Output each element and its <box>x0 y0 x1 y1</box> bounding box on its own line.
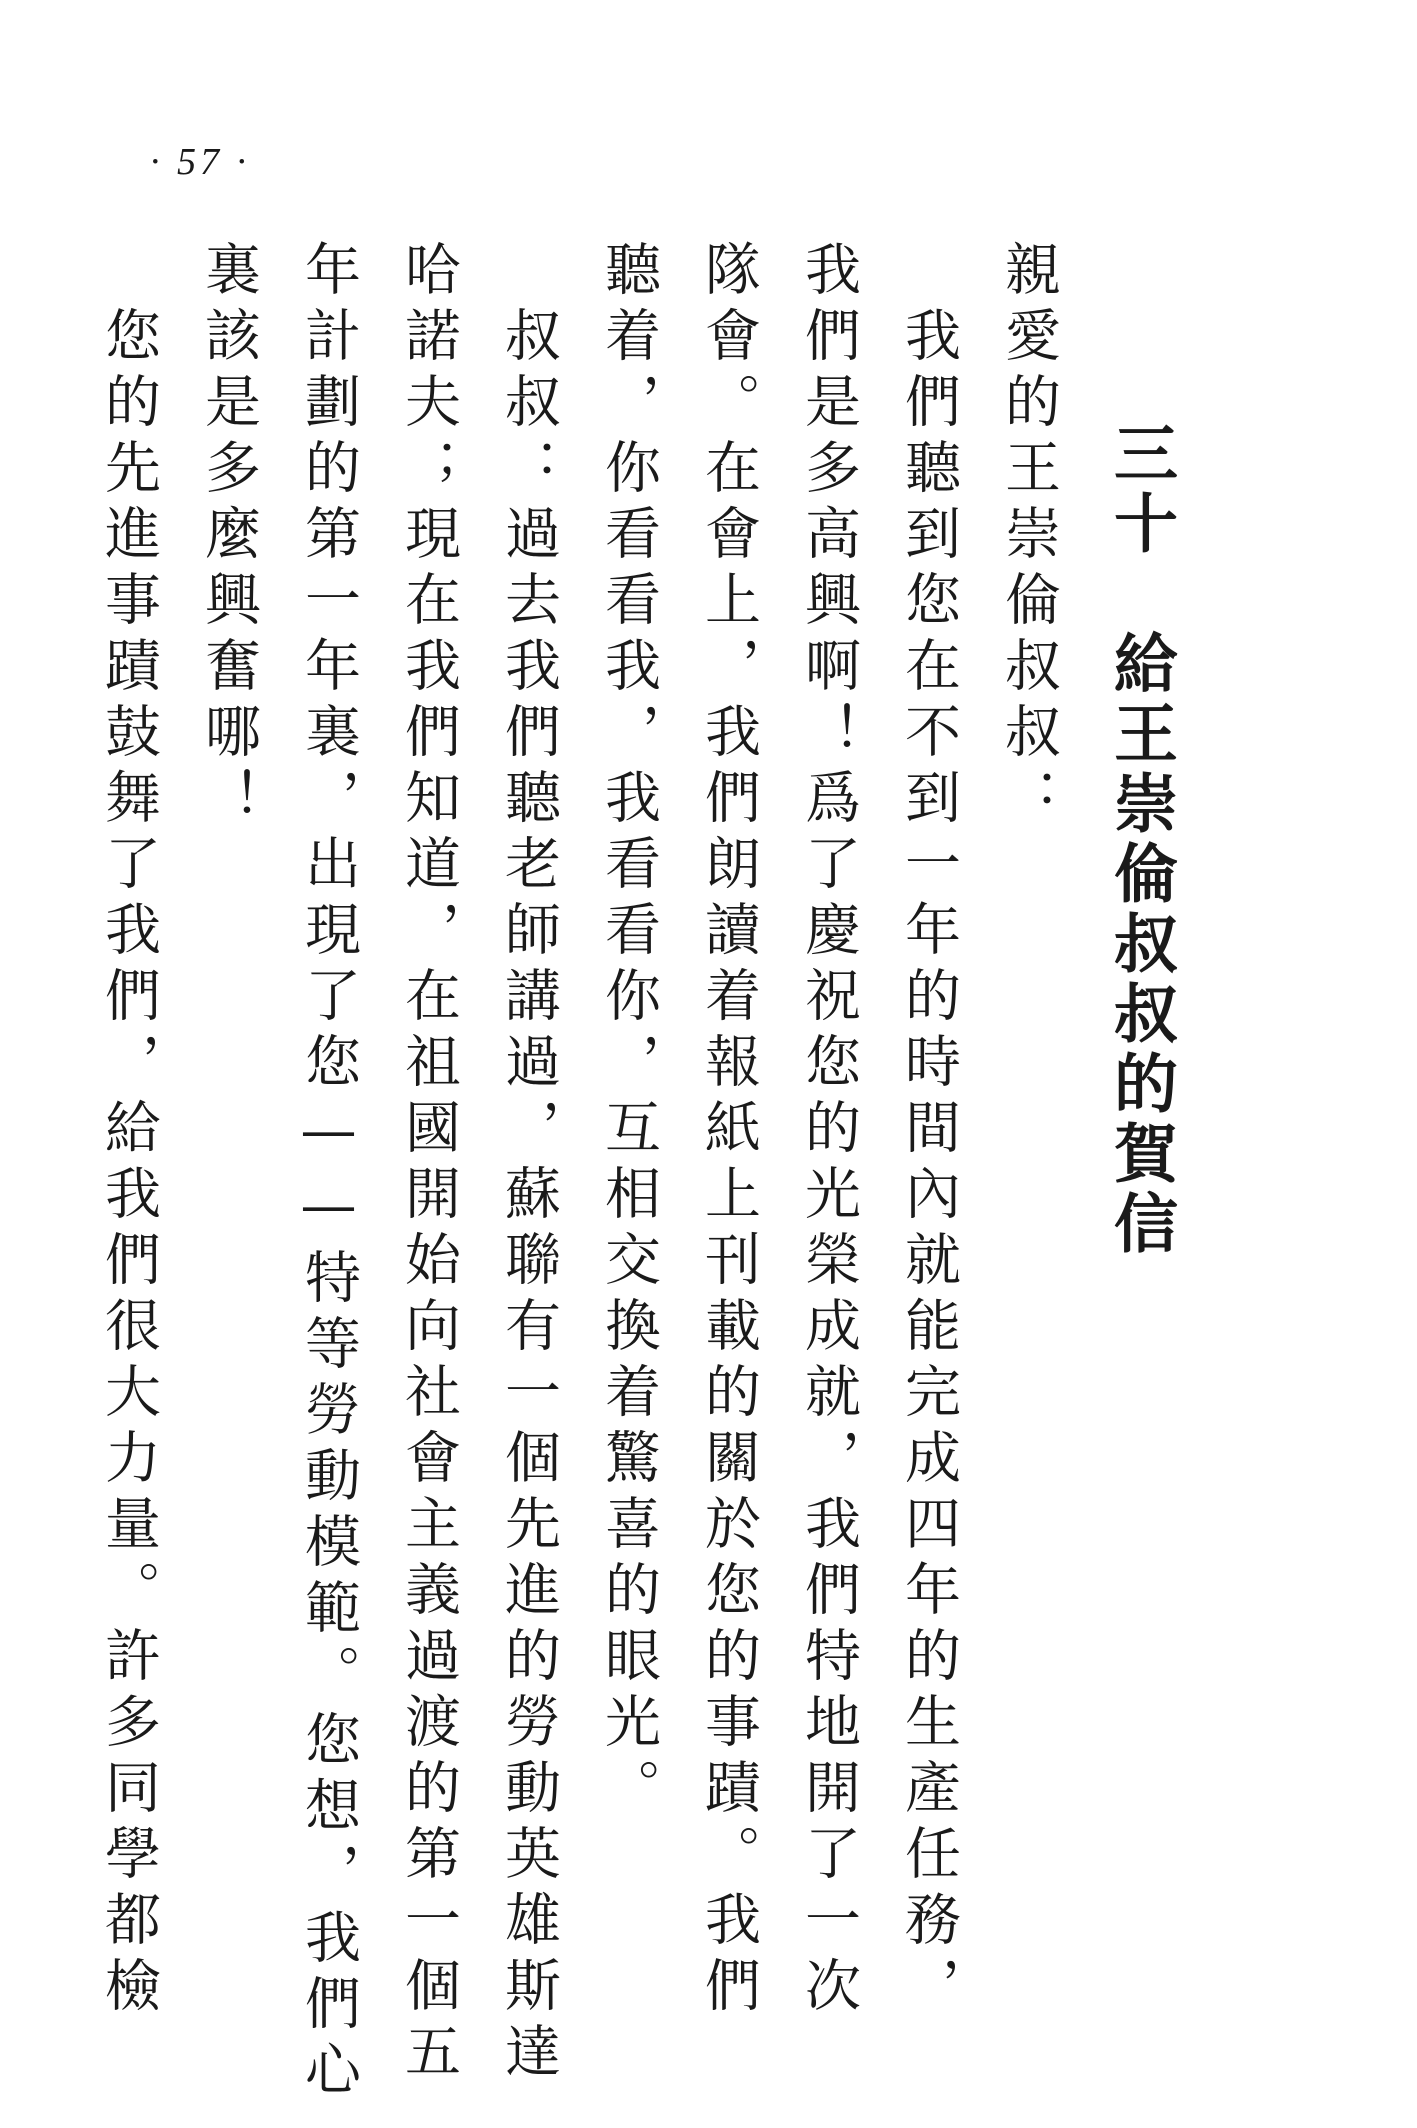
text-column-1: 親愛的王崇倫叔叔： <box>996 240 1061 834</box>
text-column-8: 年計劃的第一年裏，出現了您——特等勞動模範。您想，我們心 <box>296 240 361 2106</box>
text-column-5: 聽着，你看看我，我看看你，互相交換着驚喜的眼光。 <box>596 240 661 1824</box>
text-column-7: 哈諾夫；現在我們知道，在祖國開始向社會主義過渡的第一個五 <box>396 240 461 2088</box>
page-number: · 57 · <box>150 141 250 183</box>
text-column-9: 裏該是多麼興奮哪！ <box>196 240 261 834</box>
text-column-4: 隊會。在會上，我們朗讀着報紙上刊載的關於您的事蹟。我們 <box>696 240 761 2022</box>
text-column-2: 我們聽到您在不到一年的時間內就能完成四年的生產任務， <box>896 240 961 2022</box>
text-column-6: 叔叔：過去我們聽老師講過，蘇聯有一個先進的勞動英雄斯達 <box>496 240 561 2088</box>
text-column-10: 您的先進事蹟鼓舞了我們，給我們很大力量。許多同學都檢 <box>96 240 161 2022</box>
text-column-3: 我們是多高興啊！爲了慶祝您的光榮成就，我們特地開了一次 <box>796 240 861 2022</box>
chapter-title: 三十 給王崇倫叔叔的賀信 <box>1103 420 1178 1260</box>
